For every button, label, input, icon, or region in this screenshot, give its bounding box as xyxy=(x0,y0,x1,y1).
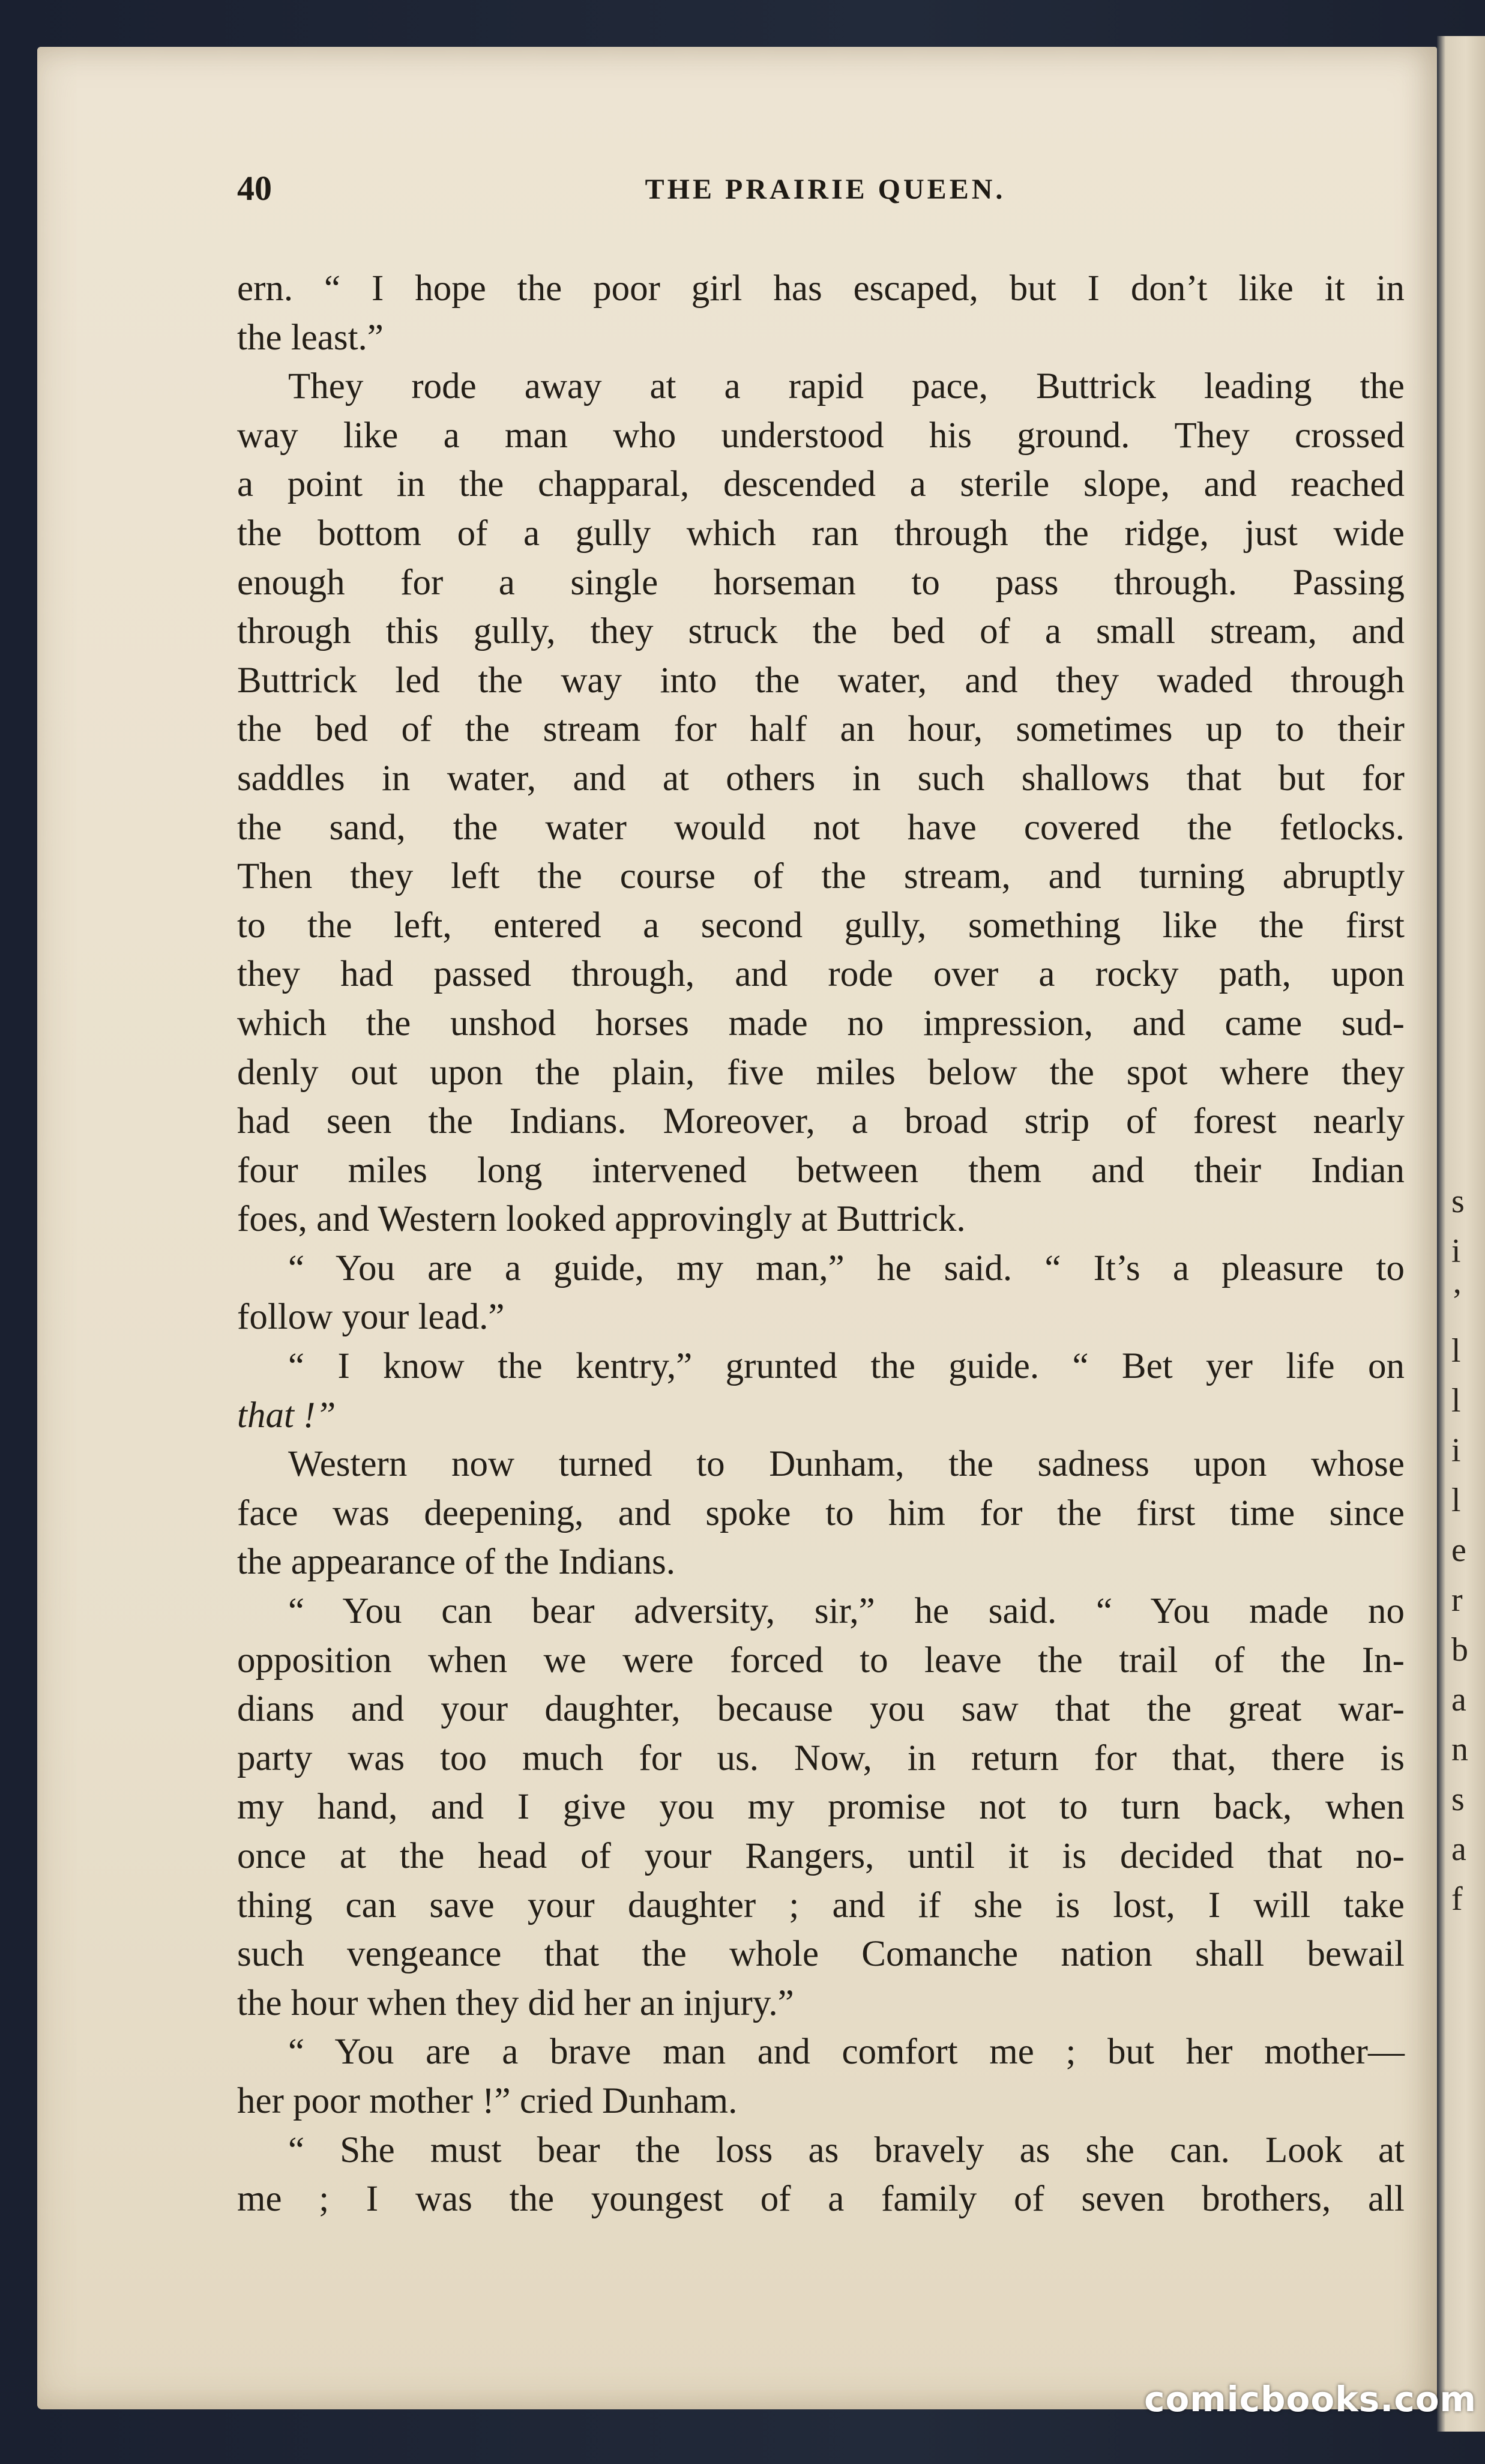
text-line: once at the head of your Rangers, until it is decided that no- xyxy=(237,1836,1405,1876)
text-line: face was deepening, and spoke to him for the first time since xyxy=(237,1493,1405,1533)
text-line: ern. “ I hope the poor girl has escaped, but I don’t like it in xyxy=(237,268,1405,309)
body-text xyxy=(237,264,1405,2224)
page-header xyxy=(237,168,1414,216)
text-line: the hour when they did her an injury.” xyxy=(237,1982,794,2023)
text-line: my hand, and I give you my promise not to turn back, when xyxy=(237,1787,1405,1828)
text-line: the bottom of a gully which ran through the ridge, just wide xyxy=(237,513,1405,554)
text-line: that !” xyxy=(237,1395,336,1436)
text-line: party was too much for us. Now, in return for that, there is xyxy=(237,1738,1405,1778)
text-line: “ You are a guide, my man,” he said. “ It’s a pleasure to xyxy=(288,1248,1405,1288)
text-line: “ I know the kentry,” grunted the guide. “ Bet yer life on xyxy=(288,1346,1405,1387)
text-line: me ; I was the youngest of a family of seven brothers, all xyxy=(237,2179,1405,2220)
text-line: way like a man who understood his ground. They crossed xyxy=(237,415,1405,456)
text-line: thing can save your daughter ; and if she is lost, I will take xyxy=(237,1885,1405,1925)
text-line: Then they left the course of the stream, and turning abruptly xyxy=(237,856,1405,897)
text-line: her poor mother !” cried Dunham. xyxy=(237,2080,738,2121)
text-line: They rode away at a rapid pace, Buttrick leading the xyxy=(288,366,1405,407)
text-line: saddles in water, and at others in such shallows that but for xyxy=(237,758,1405,799)
text-line: such vengeance that the whole Comanche nation shall bewail xyxy=(237,1934,1405,1975)
text-line: had seen the Indians. Moreover, a broad strip of forest nearly xyxy=(237,1101,1405,1142)
text-line: to the left, entered a second gully, something like the first xyxy=(237,905,1405,946)
text-line: through this gully, they struck the bed of a small stream, and xyxy=(237,611,1405,652)
text-line: opposition when we were forced to leave the trail of the In- xyxy=(237,1640,1405,1680)
running-title: THE PRAIRIE QUEEN. xyxy=(645,174,1006,205)
text-line: follow your lead.” xyxy=(237,1297,505,1338)
text-line: the sand, the water would not have covered the fetlocks. xyxy=(237,807,1405,848)
text-line: foes, and Western looked approvingly at Buttrick. xyxy=(237,1199,966,1240)
text-line: a point in the chapparal, descended a sterile slope, and reached xyxy=(237,464,1405,505)
watermark: comicbooks.com xyxy=(1144,2379,1477,2420)
next-page-fragment: s i ’ l l i l e r b a n s a f xyxy=(1451,1183,1468,1918)
text-line: which the unshod horses made no impression, and came sud- xyxy=(237,1003,1405,1043)
text-line: dians and your daughter, because you saw that the great war- xyxy=(237,1689,1405,1730)
text-line: the bed of the stream for half an hour, sometimes up to their xyxy=(237,709,1405,750)
text-line: “ You are a brave man and comfort me ; but her mother— xyxy=(288,2032,1405,2073)
text-line: the least.” xyxy=(237,317,384,358)
text-line: Western now turned to Dunham, the sadness upon whose xyxy=(288,1444,1405,1485)
text-line: denly out upon the plain, five miles below the spot where they xyxy=(237,1052,1405,1093)
text-line: they had passed through, and rode over a rocky path, upon xyxy=(237,954,1405,995)
text-line: “ She must bear the loss as bravely as she can. Look at xyxy=(288,2130,1405,2170)
text-line: enough for a single horseman to pass through. Passing xyxy=(237,562,1405,603)
text-line: Buttrick led the way into the water, and they waded through xyxy=(237,660,1405,701)
page-number: 40 xyxy=(237,169,272,208)
text-line: “ You can bear adversity, sir,” he said. “ You made no xyxy=(288,1591,1405,1632)
text-line: the appearance of the Indians. xyxy=(237,1542,675,1583)
text-line: four miles long intervened between them and their Indian xyxy=(237,1150,1405,1191)
